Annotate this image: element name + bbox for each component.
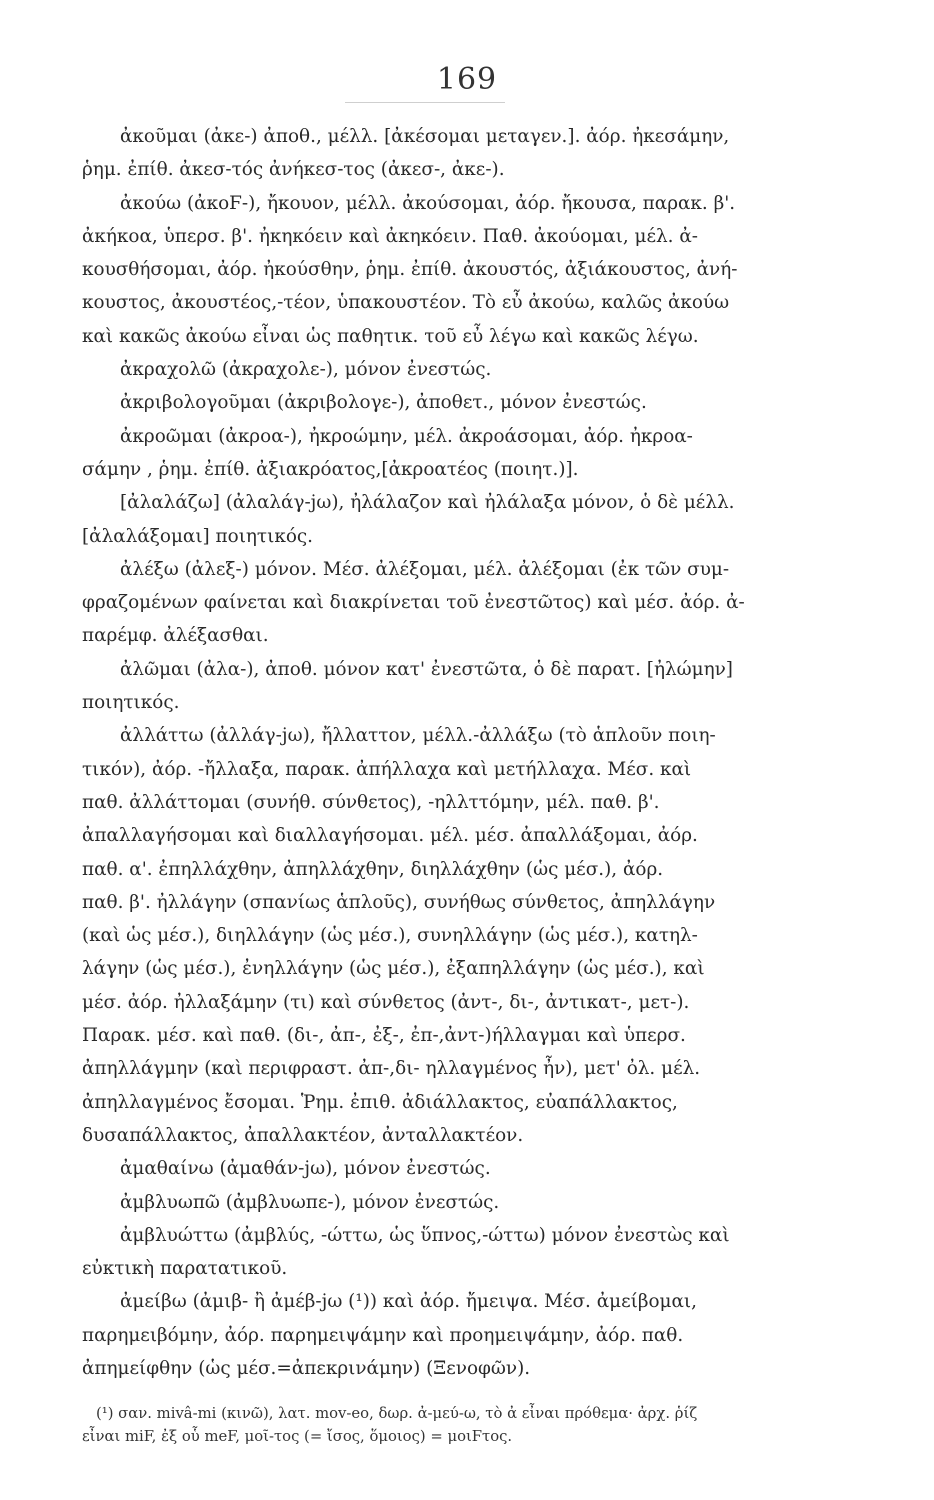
text-line: παθ. ἀλλάττομαι (συνήθ. σύνθετος), -ηλλττόμην, μέλ. παθ. β'. <box>82 791 660 813</box>
text-line: σάμην , ῥημ. ἐπίθ. ἀξιακρόατος,[ἀκροατέος (ποιητ.)]. <box>82 458 579 480</box>
text-line: ἀλέξω (ἀλεξ-) μόνον. Μέσ. ἀλέξομαι, μέλ. ἀλέξομαι (ἐκ τῶν συμ- <box>120 558 730 580</box>
text-line: παθ. α'. ἐπηλλάχθην, ἀπηλλάχθην, διηλλάχθην (ὡς μέσ.), ἀόρ. <box>82 858 664 880</box>
text-line: ἀπημείφθην (ὡς μέσ.=ἀπεκρινάμην) (Ξενοφῶν). <box>82 1357 531 1379</box>
text-line: ἀμαθαίνω (ἀμαθάν-jω), μόνον ἐνεστώς. <box>120 1158 491 1180</box>
text-line: φραζομένων φαίνεται καὶ διακρίνεται τοῦ ἐνεστῶτος) καὶ μέσ. ἀόρ. ἀ- <box>82 592 745 614</box>
text-line: ἀμείβω (ἀμιβ- ἢ ἀμέβ-jω (¹)) καὶ ἀόρ. ἤμειψα. Μέσ. ἀμείβομαι, <box>120 1291 697 1313</box>
text-line: ἀκούω (ἀκοϜ-), ἤκουον, μέλλ. ἀκούσομαι, ἀόρ. ἤκουσα, παρακ. β'. <box>120 192 736 214</box>
text-line: [ἀλαλάξομαι] ποιητικός. <box>82 525 314 547</box>
text-line: ἀκριβολογοῦμαι (ἀκριβολογε-), ἀποθετ., μόνον ἐνεστώς. <box>120 392 647 414</box>
text-line: δυσαπάλλακτος, ἀπαλλακτέον, ἀνταλλακτέον. <box>82 1124 524 1146</box>
text-line: ποιητικός. <box>82 692 180 714</box>
text-line: κουστος, ἀκουστέος,-τέον, ὑπακουστέον. Τὸ εὖ ἀκούω, καλῶς ἀκούω <box>82 292 730 314</box>
text-line: ἀπηλλάγμην (καὶ περιφραστ. ἀπ-,δι- ηλλαγμένος ἦν), μετ' ὀλ. μέλ. <box>82 1058 701 1080</box>
text-line: παθ. β'. ἠλλάγην (σπανίως ἁπλοῦς), συνήθως σύνθετος, ἀπηλλάγην <box>82 891 716 913</box>
text-line: λάγην (ὡς μέσ.), ἐνηλλάγην (ὡς μέσ.), ἐξαπηλλάγην (ὡς μέσ.), καὶ <box>82 958 705 980</box>
text-line: εὐκτικὴ παρατατικοῦ. <box>82 1258 288 1280</box>
header-rule <box>345 102 505 103</box>
text-line: ἀμβλυώττω (ἀμβλύς, -ώττω, ὡς ὕπνος,-ώττω) μόνον ἐνεστὼς καὶ <box>120 1224 730 1246</box>
text-line: παρέμφ. ἀλέξασθαι. <box>82 625 269 647</box>
text-line: ἀκροῶμαι (ἀκροα-), ἠκροώμην, μέλ. ἀκροάσομαι, ἀόρ. ἠκροα- <box>120 425 693 447</box>
text-line: κουσθήσομαι, ἀόρ. ἠκούσθην, ῥημ. ἐπίθ. ἀκουστός, ἀξιάκουστος, ἀνή- <box>82 259 738 281</box>
footnote-line: εἶναι miF, ἐξ οὗ meF, μοῖ-τος (= ἴσος, ὅμοιος) = μοιϜτος. <box>82 1428 513 1445</box>
text-line: Παρακ. μέσ. καὶ παθ. (δι-, ἀπ-, ἐξ-, ἐπ-,ἀντ-)ήλλαγμαι καὶ ὑπερσ. <box>82 1025 686 1047</box>
main-text <box>82 120 827 1385</box>
text-line: ἀκήκοα, ὑπερσ. β'. ἠκηκόειν καὶ ἀκηκόειν. Παθ. ἀκούομαι, μέλ. ἀ- <box>82 225 698 247</box>
text-line: ῥημ. ἐπίθ. ἀκεσ-τός ἀνήκεσ-τος (ἀκεσ-, ἀκε-). <box>82 159 505 181</box>
text-line: ἀπηλλαγμένος ἔσομαι. Ῥημ. ἐπιθ. ἀδιάλλακτος, εὐαπάλλακτος, <box>82 1091 678 1113</box>
text-line: ἀλῶμαι (ἀλα-), ἀποθ. μόνον κατ' ἐνεστῶτα, ὁ δὲ παρατ. [ἠλώμην] <box>120 658 733 680</box>
text-line: ἀπαλλαγήσομαι καὶ διαλλαγήσομαι. μέλ. μέσ. ἀπαλλάξομαι, ἀόρ. <box>82 825 698 847</box>
footnotes <box>82 1402 827 1448</box>
text-line: (καὶ ὡς μέσ.), διηλλάγην (ὡς μέσ.), συνηλλάγην (ὡς μέσ.), κατηλ- <box>82 925 698 947</box>
text-line: παρημειβόμην, ἀόρ. παρημειψάμην καὶ προημειψάμην, ἀόρ. παθ. <box>82 1324 684 1346</box>
footnote-line: (¹) σαν. mivâ-mi (κινῶ), λατ. mov-eo, δωρ. ἀ-μεύ-ω, τὸ ἀ εἶναι πρόθεμα· ἀρχ. ῥίζ <box>96 1405 698 1422</box>
text-line: μέσ. ἀόρ. ἠλλαξάμην (τι) καὶ σύνθετος (ἀντ-, δι-, ἀντικατ-, μετ-). <box>82 991 690 1013</box>
text-line: [ἀλαλάζω] (ἀλαλάγ-jω), ἠλάλαζον καὶ ἠλάλαξα μόνον, ὁ δὲ μέλλ. <box>120 492 735 514</box>
text-line: καὶ κακῶς ἀκούω εἶναι ὡς παθητικ. τοῦ εὖ λέγω καὶ κακῶς λέγω. <box>82 325 699 347</box>
page-number: 169 <box>436 62 498 97</box>
text-line: ἀλλάττω (ἀλλάγ-jω), ἤλλαττον, μέλλ.-ἀλλάξω (τὸ ἁπλοῦν ποιη- <box>120 725 716 747</box>
text-line: τικόν), ἀόρ. -ἤλλαξα, παρακ. ἀπήλλαχα καὶ μετήλλαχα. Μέσ. καὶ <box>82 758 692 780</box>
text-line: ἀμβλυωπῶ (ἀμβλυωπε-), μόνον ἐνεστώς. <box>120 1191 500 1213</box>
text-line: ἀκραχολῶ (ἀκραχολε-), μόνον ἐνεστώς. <box>120 359 492 381</box>
text-line: ἀκοῦμαι (ἀκε-) ἀποθ., μέλλ. [ἀκέσομαι μεταγεν.]. ἀόρ. ἠκεσάμην, <box>120 126 730 147</box>
